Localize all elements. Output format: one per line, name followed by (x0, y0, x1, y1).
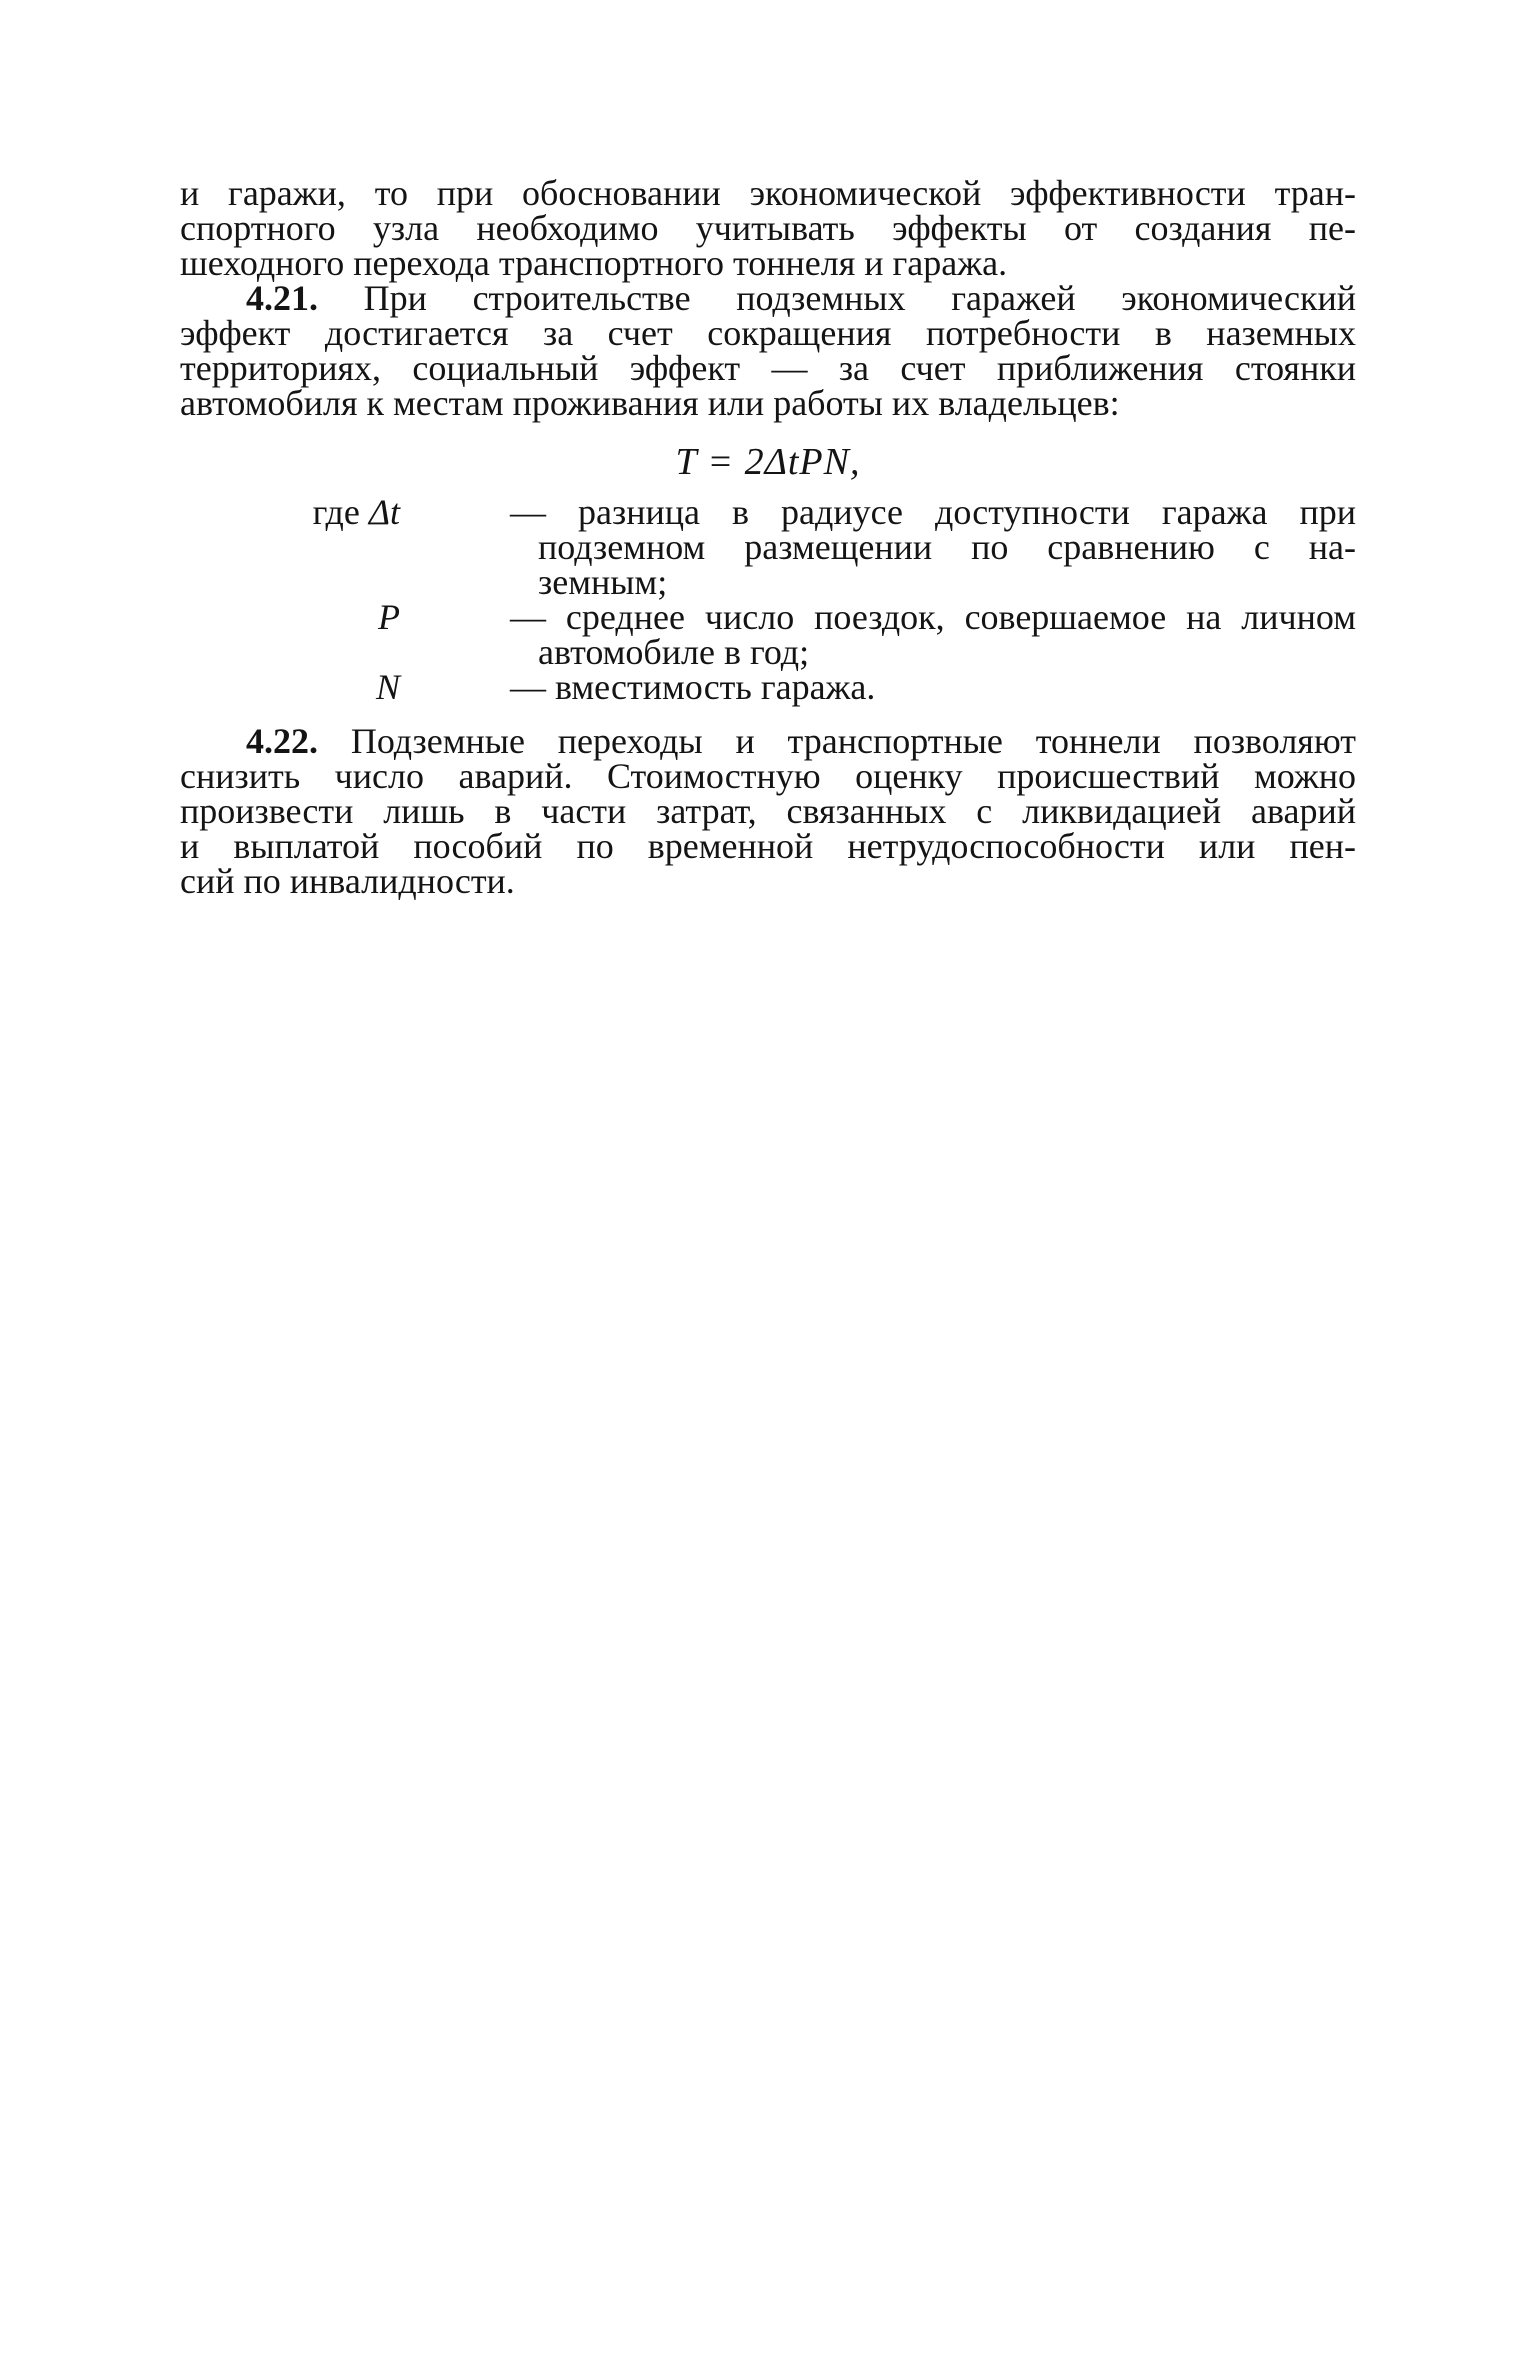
text-line: подземном размещении по сравнению с на- (538, 527, 1356, 567)
text-line (180, 721, 1356, 761)
definition-item (280, 667, 1356, 707)
text-line: произвести лишь в части затрат, связанных с ликвидацией аварий (180, 791, 1356, 831)
symbol-delta-t: Δt (368, 492, 400, 532)
text-line: автомобиля к местам проживания или работы их владельцев: (180, 383, 1120, 423)
section-4-22 (180, 721, 1356, 901)
definition-text (510, 667, 1356, 707)
definitions-list (280, 492, 1356, 707)
section-number: 4.22. (246, 721, 318, 761)
text-line: земным; (538, 562, 668, 602)
symbol-p: P (378, 597, 400, 637)
text-line: эффект достигается за счет сокращения потребности в наземных (180, 313, 1356, 353)
paragraph-intro (180, 173, 1356, 283)
text-line (180, 278, 1356, 318)
text-line: и выплатой пособий по временной нетрудоспособности или пен- (180, 826, 1356, 866)
text-line: шеходного перехода транспортного тоннеля и гаража. (180, 243, 1008, 283)
text-line: автомобиле в год; (538, 632, 810, 672)
definition-text (510, 597, 1356, 672)
text-line: спортного узла необходимо учитывать эффекты от создания пе- (180, 208, 1356, 248)
text-line: снизить число аварий. Стоимостную оценку происшествий можно (180, 756, 1356, 796)
text-line: и гаражи, то при обосновании экономической эффективности тран- (180, 173, 1356, 213)
text-line: сий по инвалидности. (180, 861, 515, 901)
section-number: 4.21. (246, 278, 318, 318)
definition-prefix: где (312, 492, 360, 532)
text-line: — разница в радиусе доступности гаража при (510, 492, 1356, 532)
text-line: — вместимость гаража. (510, 667, 876, 707)
definition-item (280, 597, 1356, 672)
section-first-line: При строительстве подземных гаражей экономический (363, 278, 1356, 318)
formula: T = 2ΔtPN, (675, 441, 861, 483)
section-4-21 (180, 278, 1356, 423)
definition-symbol (280, 597, 400, 670)
text-line: — среднее число поездок, совершаемое на личном (510, 597, 1356, 637)
definition-item (280, 492, 1356, 602)
definition-symbol (280, 492, 400, 600)
section-first-line: Подземные переходы и транспортные тоннели позволяют (350, 721, 1356, 761)
definition-symbol (280, 667, 400, 707)
symbol-n: N (375, 667, 400, 707)
definition-text (510, 492, 1356, 602)
text-line: территориях, социальный эффект — за счет приближения стоянки (180, 348, 1356, 388)
